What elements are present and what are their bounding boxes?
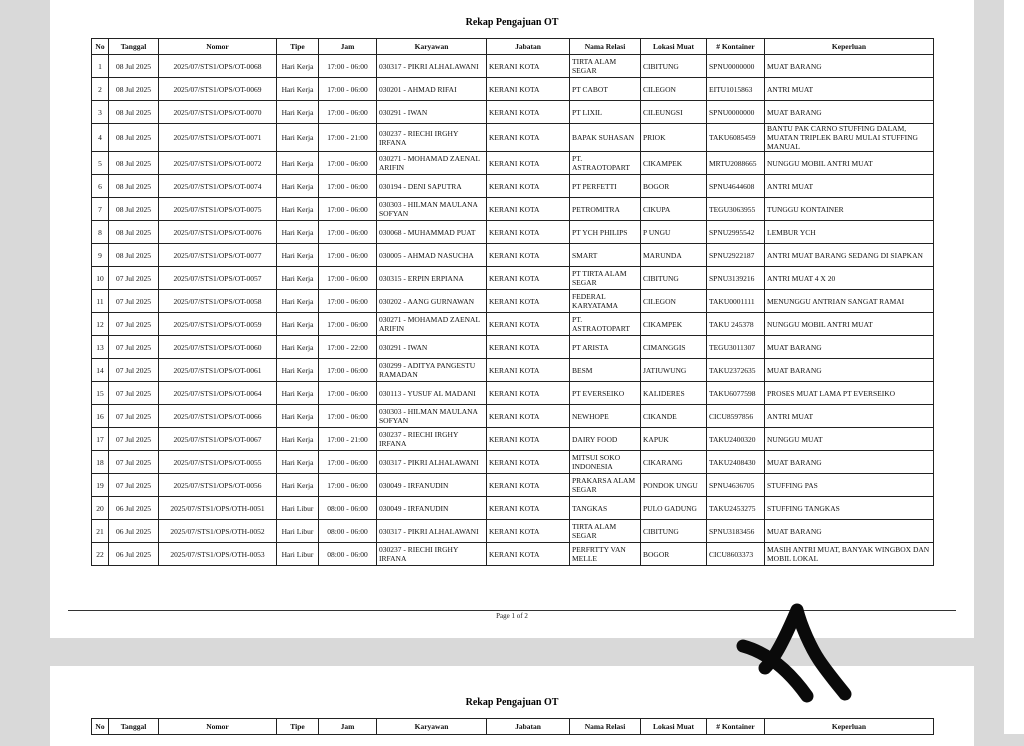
table-cell: Hari Kerja xyxy=(277,244,319,267)
table-cell: ANTRI MUAT xyxy=(765,175,934,198)
table-cell: KERANI KOTA xyxy=(487,313,570,336)
table-cell: 030068 - MUHAMMAD PUAT xyxy=(377,221,487,244)
table-cell: CILEUNGSI xyxy=(641,101,707,124)
table-cell: PT LIXIL xyxy=(570,101,641,124)
table-header-row xyxy=(92,39,934,55)
table-cell: KERANI KOTA xyxy=(487,428,570,451)
table-cell: 07 Jul 2025 xyxy=(109,290,159,313)
table-cell: 17:00 - 06:00 xyxy=(319,101,377,124)
column-header: Tanggal xyxy=(109,39,159,55)
table-cell: 2025/07/STS1/OPS/OT-0060 xyxy=(159,336,277,359)
page-number: Page 1 of 2 xyxy=(496,612,528,620)
table-cell: 17:00 - 06:00 xyxy=(319,221,377,244)
table-cell: SPNU3183456 xyxy=(707,520,765,543)
table-row xyxy=(92,55,934,78)
table-row xyxy=(92,124,934,152)
overtime-table xyxy=(91,718,934,735)
table-cell: 030113 - YUSUF AL MADANI xyxy=(377,382,487,405)
table-row xyxy=(92,520,934,543)
table-cell: 030299 - ADITYA PANGESTU RAMADAN xyxy=(377,359,487,382)
table-row xyxy=(92,198,934,221)
table-cell: TAKU6085459 xyxy=(707,124,765,152)
table-cell: 7 xyxy=(92,198,109,221)
table-cell: 21 xyxy=(92,520,109,543)
table-cell: TAKU 245378 xyxy=(707,313,765,336)
table-cell: 2025/07/STS1/OPS/OTH-0053 xyxy=(159,543,277,566)
table-cell: Hari Kerja xyxy=(277,405,319,428)
column-header: Tipe xyxy=(277,39,319,55)
table-cell: PRAKARSA ALAM SEGAR xyxy=(570,474,641,497)
table-cell: KERANI KOTA xyxy=(487,543,570,566)
table-cell: Hari Kerja xyxy=(277,336,319,359)
table-cell: 08 Jul 2025 xyxy=(109,152,159,175)
table-cell: Hari Kerja xyxy=(277,451,319,474)
table-cell: PETROMITRA xyxy=(570,198,641,221)
column-header: Jabatan xyxy=(487,719,570,735)
table-cell: KERANI KOTA xyxy=(487,198,570,221)
column-header: No xyxy=(92,719,109,735)
table-cell: KERANI KOTA xyxy=(487,152,570,175)
table-cell: 030317 - PIKRI ALHALAWANI xyxy=(377,520,487,543)
table-cell: 17:00 - 06:00 xyxy=(319,244,377,267)
table-cell: CIKANDE xyxy=(641,405,707,428)
table-cell: 18 xyxy=(92,451,109,474)
table-cell: SPNU2995542 xyxy=(707,221,765,244)
table-cell: Hari Kerja xyxy=(277,175,319,198)
table-cell: SPNU0000000 xyxy=(707,55,765,78)
table-cell: TEGU3063955 xyxy=(707,198,765,221)
table-cell: TIRTA ALAM SEGAR xyxy=(570,55,641,78)
table-cell: 06 Jul 2025 xyxy=(109,497,159,520)
table-cell: KERANI KOTA xyxy=(487,290,570,313)
table-row xyxy=(92,244,934,267)
table-cell: 08 Jul 2025 xyxy=(109,198,159,221)
table-cell: 2025/07/STS1/OPS/OT-0056 xyxy=(159,474,277,497)
table-cell: 030237 - RIECHI IRGHY IRFANA xyxy=(377,543,487,566)
table-header-row xyxy=(92,719,934,735)
table-cell: KAPUK xyxy=(641,428,707,451)
table-cell: 2 xyxy=(92,78,109,101)
table-cell: 08 Jul 2025 xyxy=(109,175,159,198)
table-cell: 9 xyxy=(92,244,109,267)
table-cell: 17:00 - 06:00 xyxy=(319,55,377,78)
column-header: Nama Relasi xyxy=(570,39,641,55)
table-cell: 030202 - AANG GURNAWAN xyxy=(377,290,487,313)
table-cell: KERANI KOTA xyxy=(487,451,570,474)
table-cell: CIKAMPEK xyxy=(641,313,707,336)
table-cell: 030291 - IWAN xyxy=(377,101,487,124)
table-cell: LEMBUR YCH xyxy=(765,221,934,244)
table-cell: Hari Kerja xyxy=(277,382,319,405)
table-cell: CIBITUNG xyxy=(641,55,707,78)
table-cell: 07 Jul 2025 xyxy=(109,474,159,497)
table-cell: 08 Jul 2025 xyxy=(109,101,159,124)
table-row xyxy=(92,451,934,474)
table-cell: KERANI KOTA xyxy=(487,175,570,198)
column-header: Nomor xyxy=(159,39,277,55)
table-cell: 030049 - IRFANUDIN xyxy=(377,474,487,497)
table-cell: KERANI KOTA xyxy=(487,359,570,382)
table-cell: BANTU PAK CARNO STUFFING DALAM, MUATAN TRIPLEK BARU MULAI STUFFING MANUAL xyxy=(765,124,934,152)
table-cell: PT CABOT xyxy=(570,78,641,101)
table-cell: NUNGGU MUAT xyxy=(765,428,934,451)
table-cell: ANTRI MUAT xyxy=(765,405,934,428)
column-header: Lokasi Muat xyxy=(641,719,707,735)
table-cell: TAKU2400320 xyxy=(707,428,765,451)
table-cell: 2025/07/STS1/OPS/OT-0068 xyxy=(159,55,277,78)
table-row xyxy=(92,543,934,566)
table-cell: BAPAK SUHASAN xyxy=(570,124,641,152)
table-cell: 07 Jul 2025 xyxy=(109,405,159,428)
table-cell: 17 xyxy=(92,428,109,451)
table-cell: ANTRI MUAT xyxy=(765,78,934,101)
table-cell: Hari Kerja xyxy=(277,290,319,313)
table-row xyxy=(92,497,934,520)
table-cell: MASIH ANTRI MUAT, BANYAK WINGBOX DAN MOBIL LOKAL xyxy=(765,543,934,566)
table-cell: 15 xyxy=(92,382,109,405)
table-cell: 2025/07/STS1/OPS/OT-0059 xyxy=(159,313,277,336)
table-cell: 17:00 - 06:00 xyxy=(319,175,377,198)
column-header: Karyawan xyxy=(377,39,487,55)
table-cell: 08 Jul 2025 xyxy=(109,244,159,267)
table-cell: 08 Jul 2025 xyxy=(109,124,159,152)
table-cell: 07 Jul 2025 xyxy=(109,336,159,359)
table-cell: KALIDERES xyxy=(641,382,707,405)
table-cell: CIBITUNG xyxy=(641,267,707,290)
table-cell: 2025/07/STS1/OPS/OTH-0051 xyxy=(159,497,277,520)
table-cell: MARUNDA xyxy=(641,244,707,267)
table-cell: MUAT BARANG xyxy=(765,451,934,474)
table-cell: 030291 - IWAN xyxy=(377,336,487,359)
column-header: Jam xyxy=(319,39,377,55)
table-cell: KERANI KOTA xyxy=(487,405,570,428)
table-row xyxy=(92,359,934,382)
table-cell: BOGOR xyxy=(641,543,707,566)
table-cell: CIMANGGIS xyxy=(641,336,707,359)
table-cell: PERFRTTY VAN MELLE xyxy=(570,543,641,566)
report-title: Rekap Pengajuan OT xyxy=(465,697,559,708)
table-cell: 08 Jul 2025 xyxy=(109,55,159,78)
table-row xyxy=(92,336,934,359)
table-cell: 030194 - DENI SAPUTRA xyxy=(377,175,487,198)
table-row xyxy=(92,313,934,336)
table-cell: 2025/07/STS1/OPS/OT-0072 xyxy=(159,152,277,175)
table-cell: MUAT BARANG xyxy=(765,336,934,359)
table-row xyxy=(92,474,934,497)
table-cell: CICU8603373 xyxy=(707,543,765,566)
table-cell: 2025/07/STS1/OPS/OTH-0052 xyxy=(159,520,277,543)
table-cell: 2025/07/STS1/OPS/OT-0057 xyxy=(159,267,277,290)
report-page-1 xyxy=(50,0,974,638)
table-cell: 2025/07/STS1/OPS/OT-0075 xyxy=(159,198,277,221)
table-cell: PONDOK UNGU xyxy=(641,474,707,497)
table-cell: SPNU4644608 xyxy=(707,175,765,198)
table-cell: Hari Libur xyxy=(277,520,319,543)
table-cell: 07 Jul 2025 xyxy=(109,313,159,336)
table-cell: 2025/07/STS1/OPS/OT-0076 xyxy=(159,221,277,244)
table-cell: KERANI KOTA xyxy=(487,78,570,101)
table-cell: MUAT BARANG xyxy=(765,359,934,382)
table-cell: 2025/07/STS1/OPS/OT-0071 xyxy=(159,124,277,152)
report-title: Rekap Pengajuan OT xyxy=(465,17,559,28)
table-cell: 030237 - RIECHI IRGHY IRFANA xyxy=(377,124,487,152)
table-row xyxy=(92,382,934,405)
table-cell: CIKARANG xyxy=(641,451,707,474)
table-cell: P UNGU xyxy=(641,221,707,244)
table-cell: PT TIRTA ALAM SEGAR xyxy=(570,267,641,290)
table-cell: 030271 - MOHAMAD ZAENAL ARIFIN xyxy=(377,152,487,175)
table-cell: 17:00 - 22:00 xyxy=(319,336,377,359)
table-cell: 2025/07/STS1/OPS/OT-0069 xyxy=(159,78,277,101)
table-cell: 2025/07/STS1/OPS/OT-0067 xyxy=(159,428,277,451)
table-row xyxy=(92,78,934,101)
column-header: Tanggal xyxy=(109,719,159,735)
column-header: Lokasi Muat xyxy=(641,39,707,55)
table-cell: TAKU2372635 xyxy=(707,359,765,382)
table-cell: PT PERFETTI xyxy=(570,175,641,198)
table-cell: EITU1015863 xyxy=(707,78,765,101)
table-cell: 07 Jul 2025 xyxy=(109,359,159,382)
table-cell: Hari Kerja xyxy=(277,78,319,101)
table-row xyxy=(92,221,934,244)
table-cell: MUAT BARANG xyxy=(765,101,934,124)
table-cell: 08 Jul 2025 xyxy=(109,78,159,101)
table-cell: TAKU2453275 xyxy=(707,497,765,520)
table-cell: BOGOR xyxy=(641,175,707,198)
table-cell: TANGKAS xyxy=(570,497,641,520)
table-row xyxy=(92,290,934,313)
overtime-table xyxy=(91,38,934,566)
table-cell: 12 xyxy=(92,313,109,336)
table-cell: Hari Kerja xyxy=(277,359,319,382)
table-cell: 17:00 - 21:00 xyxy=(319,428,377,451)
column-header: Jam xyxy=(319,719,377,735)
table-cell: 17:00 - 06:00 xyxy=(319,451,377,474)
table-cell: 030315 - ERPIN ERPIANA xyxy=(377,267,487,290)
table-cell: KERANI KOTA xyxy=(487,382,570,405)
table-cell: KERANI KOTA xyxy=(487,267,570,290)
table-cell: 14 xyxy=(92,359,109,382)
table-cell: 17:00 - 06:00 xyxy=(319,359,377,382)
table-cell: CILEGON xyxy=(641,78,707,101)
table-cell: 16 xyxy=(92,405,109,428)
column-header: # Kontainer xyxy=(707,719,765,735)
table-cell: ANTRI MUAT 4 X 20 xyxy=(765,267,934,290)
table-cell: 2025/07/STS1/OPS/OT-0064 xyxy=(159,382,277,405)
table-cell: MITSUI SOKO INDONESIA xyxy=(570,451,641,474)
table-row xyxy=(92,152,934,175)
table-cell: 17:00 - 06:00 xyxy=(319,405,377,428)
table-cell: MUAT BARANG xyxy=(765,55,934,78)
table-cell: 19 xyxy=(92,474,109,497)
table-cell: 20 xyxy=(92,497,109,520)
table-cell: KERANI KOTA xyxy=(487,101,570,124)
table-cell: Hari Kerja xyxy=(277,267,319,290)
table-cell: PT. ASTRAOTOPART xyxy=(570,152,641,175)
table-cell: JATIUWUNG xyxy=(641,359,707,382)
table-cell: 030049 - IRFANUDIN xyxy=(377,497,487,520)
table-cell: KERANI KOTA xyxy=(487,520,570,543)
column-header: No xyxy=(92,39,109,55)
table-cell: KERANI KOTA xyxy=(487,336,570,359)
column-header: Karyawan xyxy=(377,719,487,735)
table-cell: BESM xyxy=(570,359,641,382)
table-row xyxy=(92,428,934,451)
table-cell: 030303 - HILMAN MAULANA SOFYAN xyxy=(377,405,487,428)
table-cell: 17:00 - 06:00 xyxy=(319,290,377,313)
table-row xyxy=(92,175,934,198)
table-cell: TEGU3011307 xyxy=(707,336,765,359)
table-cell: SPNU2922187 xyxy=(707,244,765,267)
table-cell: KERANI KOTA xyxy=(487,221,570,244)
table-cell: CIBITUNG xyxy=(641,520,707,543)
table-cell: NUNGGU MOBIL ANTRI MUAT xyxy=(765,313,934,336)
table-cell: 08:00 - 06:00 xyxy=(319,520,377,543)
table-cell: CICU8597856 xyxy=(707,405,765,428)
column-header: Keperluan xyxy=(765,719,934,735)
column-header: Tipe xyxy=(277,719,319,735)
table-cell: PT ARISTA xyxy=(570,336,641,359)
table-row xyxy=(92,101,934,124)
table-cell: 4 xyxy=(92,124,109,152)
column-header: Keperluan xyxy=(765,39,934,55)
table-cell: TAKU6077598 xyxy=(707,382,765,405)
table-cell: Hari Kerja xyxy=(277,198,319,221)
table-cell: 030201 - AHMAD RIFAI xyxy=(377,78,487,101)
table-cell: 030271 - MOHAMAD ZAENAL ARIFIN xyxy=(377,313,487,336)
table-cell: TAKU2408430 xyxy=(707,451,765,474)
table-cell: KERANI KOTA xyxy=(487,244,570,267)
table-cell: NEWHOPE xyxy=(570,405,641,428)
table-cell: Hari Kerja xyxy=(277,221,319,244)
table-cell: KERANI KOTA xyxy=(487,497,570,520)
column-header: Nomor xyxy=(159,719,277,735)
table-cell: ANTRI MUAT BARANG SEDANG DI SIAPKAN xyxy=(765,244,934,267)
table-cell: PT YCH PHILIPS xyxy=(570,221,641,244)
viewer-edge xyxy=(1004,0,1024,734)
table-cell: 17:00 - 21:00 xyxy=(319,124,377,152)
table-cell: SPNU4636705 xyxy=(707,474,765,497)
table-cell: 030303 - HILMAN MAULANA SOFYAN xyxy=(377,198,487,221)
column-header: Nama Relasi xyxy=(570,719,641,735)
table-cell: 030317 - PIKRI ALHALAWANI xyxy=(377,451,487,474)
table-cell: DAIRY FOOD xyxy=(570,428,641,451)
table-cell: Hari Kerja xyxy=(277,474,319,497)
table-cell: 13 xyxy=(92,336,109,359)
table-cell: 2025/07/STS1/OPS/OT-0074 xyxy=(159,175,277,198)
table-cell: PT. ASTRAOTOPART xyxy=(570,313,641,336)
table-cell: 08:00 - 06:00 xyxy=(319,543,377,566)
table-cell: KERANI KOTA xyxy=(487,474,570,497)
table-cell: MENUNGGU ANTRIAN SANGAT RAMAI xyxy=(765,290,934,313)
table-cell: 17:00 - 06:00 xyxy=(319,78,377,101)
table-cell: PT EVERSEIKO xyxy=(570,382,641,405)
table-cell: 17:00 - 06:00 xyxy=(319,382,377,405)
table-cell: 3 xyxy=(92,101,109,124)
handwritten-signature xyxy=(735,598,855,708)
table-cell: Hari Kerja xyxy=(277,152,319,175)
table-cell: 030317 - PIKRI ALHALAWANI xyxy=(377,55,487,78)
table-cell: 10 xyxy=(92,267,109,290)
table-cell: 08:00 - 06:00 xyxy=(319,497,377,520)
table-cell: Hari Libur xyxy=(277,543,319,566)
table-cell: KERANI KOTA xyxy=(487,55,570,78)
table-cell: 07 Jul 2025 xyxy=(109,267,159,290)
table-cell: 030005 - AHMAD NASUCHA xyxy=(377,244,487,267)
table-cell: Hari Libur xyxy=(277,497,319,520)
table-cell: STUFFING PAS xyxy=(765,474,934,497)
table-cell: Hari Kerja xyxy=(277,428,319,451)
table-cell: CIKAMPEK xyxy=(641,152,707,175)
table-cell: TAKU0001111 xyxy=(707,290,765,313)
table-cell: 07 Jul 2025 xyxy=(109,382,159,405)
table-cell: 2025/07/STS1/OPS/OT-0066 xyxy=(159,405,277,428)
table-cell: PRIOK xyxy=(641,124,707,152)
table-cell: 17:00 - 06:00 xyxy=(319,198,377,221)
table-cell: TIRTA ALAM SEGAR xyxy=(570,520,641,543)
table-cell: KERANI KOTA xyxy=(487,124,570,152)
table-cell: PULO GADUNG xyxy=(641,497,707,520)
table-cell: NUNGGU MOBIL ANTRI MUAT xyxy=(765,152,934,175)
column-header: # Kontainer xyxy=(707,39,765,55)
table-cell: 1 xyxy=(92,55,109,78)
table-cell: CIKUPA xyxy=(641,198,707,221)
table-cell: 6 xyxy=(92,175,109,198)
table-cell: SPNU3139216 xyxy=(707,267,765,290)
table-cell: 17:00 - 06:00 xyxy=(319,313,377,336)
table-cell: 11 xyxy=(92,290,109,313)
table-cell: MRTU2088665 xyxy=(707,152,765,175)
table-cell: 17:00 - 06:00 xyxy=(319,267,377,290)
table-cell: CILEGON xyxy=(641,290,707,313)
table-cell: 06 Jul 2025 xyxy=(109,543,159,566)
table-cell: 2025/07/STS1/OPS/OT-0061 xyxy=(159,359,277,382)
table-cell: MUAT BARANG xyxy=(765,520,934,543)
table-cell: 07 Jul 2025 xyxy=(109,428,159,451)
table-cell: 06 Jul 2025 xyxy=(109,520,159,543)
column-header: Jabatan xyxy=(487,39,570,55)
table-row xyxy=(92,405,934,428)
table-cell: 2025/07/STS1/OPS/OT-0070 xyxy=(159,101,277,124)
table-row xyxy=(92,267,934,290)
table-cell: 08 Jul 2025 xyxy=(109,221,159,244)
table-cell: 8 xyxy=(92,221,109,244)
table-cell: Hari Kerja xyxy=(277,313,319,336)
table-cell: FEDERAL KARYATAMA xyxy=(570,290,641,313)
table-cell: 2025/07/STS1/OPS/OT-0077 xyxy=(159,244,277,267)
table-cell: TUNGGU KONTAINER xyxy=(765,198,934,221)
table-cell: 030237 - RIECHI IRGHY IRFANA xyxy=(377,428,487,451)
table-cell: SMART xyxy=(570,244,641,267)
table-cell: STUFFING TANGKAS xyxy=(765,497,934,520)
table-cell: 17:00 - 06:00 xyxy=(319,474,377,497)
table-cell: PROSES MUAT LAMA PT EVERSEIKO xyxy=(765,382,934,405)
table-cell: 2025/07/STS1/OPS/OT-0058 xyxy=(159,290,277,313)
table-cell: 22 xyxy=(92,543,109,566)
table-cell: Hari Kerja xyxy=(277,124,319,152)
table-cell: Hari Kerja xyxy=(277,55,319,78)
table-cell: 17:00 - 06:00 xyxy=(319,152,377,175)
table-cell: Hari Kerja xyxy=(277,101,319,124)
table-cell: 5 xyxy=(92,152,109,175)
table-cell: SPNU0000000 xyxy=(707,101,765,124)
table-cell: 2025/07/STS1/OPS/OT-0055 xyxy=(159,451,277,474)
table-cell: 07 Jul 2025 xyxy=(109,451,159,474)
